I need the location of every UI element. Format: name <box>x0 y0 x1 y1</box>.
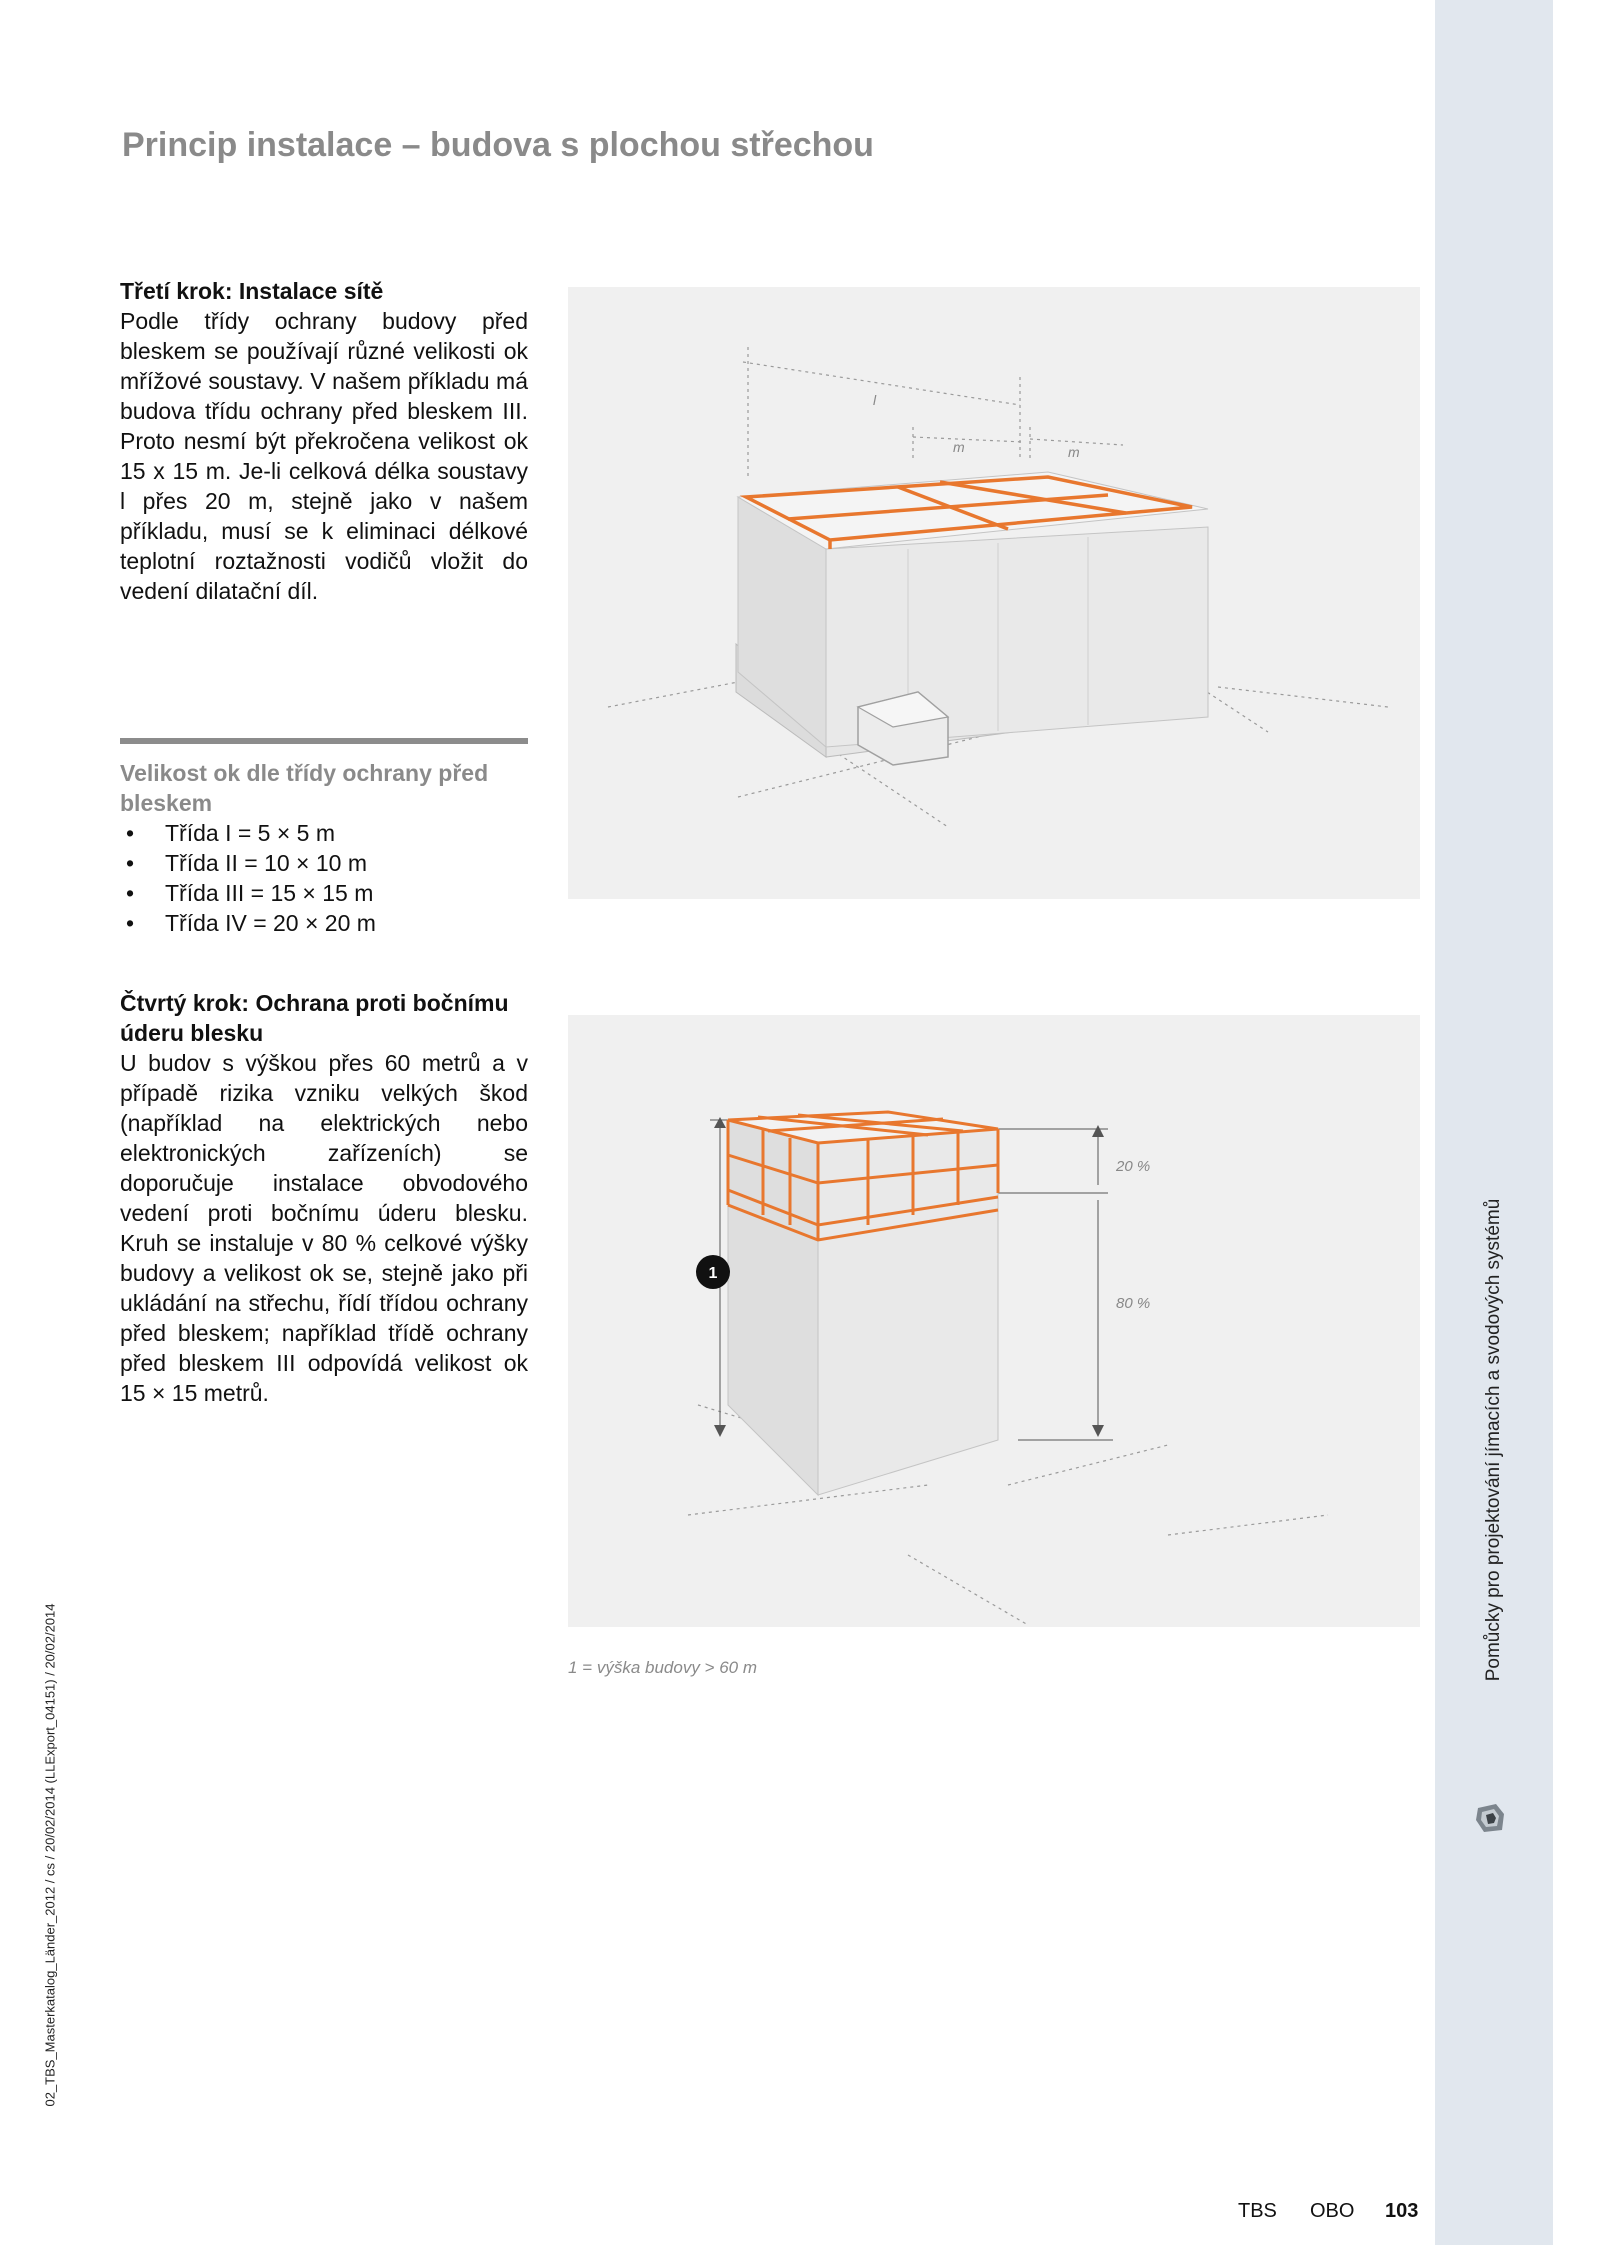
section-body: Podle třídy ochrany budovy před bleskem se používají různé velikosti ok mřížové soustavy. V našem příkladu má budova třídu ochrany před bleskem III. Proto nesmí být překročena velikost ok 15 x 15 m. Je-li celková délka soustavy l přes 20 m, stejně jako v našem příkladu, musí se k eliminaci délkové teplotní roztažnosti vodičů vložit do vedení dilatační díl. <box>120 308 528 604</box>
section-heading: Třetí krok: Instalace sítě <box>120 278 384 304</box>
figure-caption: 1 = výška budovy > 60 m <box>568 1658 757 1677</box>
list-item: • Třída I = 5 × 5 m <box>120 818 528 848</box>
section-heading: Čtvrtý krok: Ochrana proti bočnímu úderu blesku <box>120 990 509 1046</box>
list-item: • Třída IV = 20 × 20 m <box>120 908 528 938</box>
badge-1 <box>696 1255 730 1289</box>
divider-rule <box>120 738 528 744</box>
mesh-size-list <box>120 758 528 938</box>
obo-logo-icon <box>1472 1800 1508 1836</box>
footer-tbs: TBS <box>1238 2200 1277 2222</box>
sidebar-caption: Pomůcky pro projektování jímacích a svodových systémů <box>1483 1198 1504 1682</box>
section-body: U budov s výškou přes 60 metrů a v případě rizika vzniku velkých škod (například na elektrických nebo elektronických zařízeních) se doporučuje instalace obvodového vedení proti bočnímu úderu blesku. Kruh se instaluje v 80 % celkové výšky budovy a velikost ok se, stejně jako při ukládání na střechu, řídí třídou ochrany před bleskem; například třídě ochrany před bleskem III odpovídá velikost ok 15 × 15 metrů. <box>120 1050 528 1406</box>
section-fourth-step <box>120 988 528 1408</box>
list-item: • Třída III = 15 × 15 m <box>120 878 528 908</box>
right-sidebar <box>1435 0 1553 2245</box>
percent-label-top: 20 % <box>1116 1158 1151 1175</box>
list-heading: Velikost ok dle třídy ochrany před bleskem <box>120 760 489 816</box>
dimension-label-m: m <box>1068 444 1080 460</box>
section-third-step <box>120 276 528 606</box>
dimension-label-m: m <box>953 439 965 455</box>
dimension-label-l: l <box>873 392 877 408</box>
page-title: Princip instalace – budova s plochou střechou <box>122 126 874 164</box>
badge-number: 1 <box>708 1265 718 1282</box>
list-item: • Třída II = 10 × 10 m <box>120 848 528 878</box>
side-strike-figure <box>568 1015 1420 1627</box>
bullet-list <box>120 818 528 938</box>
page-number: 103 <box>1385 2200 1419 2222</box>
roof-mesh-figure <box>568 287 1420 899</box>
footer-obo: OBO <box>1310 2200 1355 2222</box>
print-job-info: 02_TBS_Masterkatalog_Länder_2012 / cs / 20/02/2014 (LLExport_04151) / 20/02/2014 <box>42 1603 58 2107</box>
percent-label-bottom: 80 % <box>1116 1295 1151 1312</box>
